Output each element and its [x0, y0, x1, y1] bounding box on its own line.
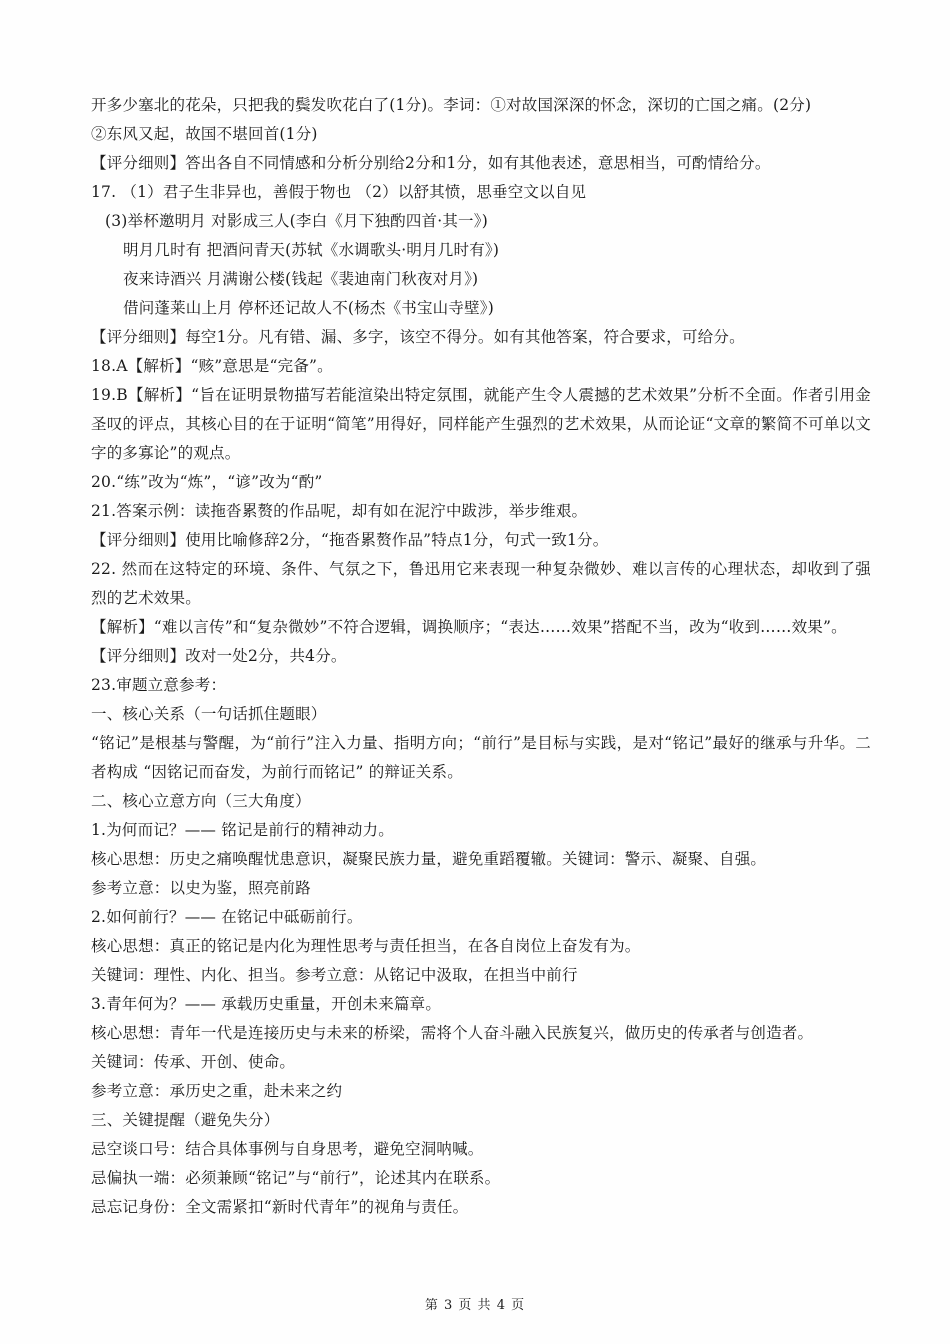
- text-paragraph: “铭记”是根基与警醒，为“前行”注入力量、指明方向；“前行”是目标与实践，是对“铭记”最好的继承与升华。二者构成 “因铭记而奋发，为前行而铭记” 的辩证关系。: [91, 734, 871, 781]
- text-line: 核心思想：青年一代是连接历史与未来的桥梁，需将个人奋斗融入民族复兴，做历史的传承者与创造者。: [91, 1024, 814, 1042]
- text-line: 忌空谈口号：结合具体事例与自身思考，避免空洞呐喊。: [91, 1140, 484, 1158]
- section-heading: 三、关键提醒（避免失分）: [91, 1111, 280, 1129]
- scoring-note: 【评分细则】改对一处2分，共4分。: [91, 647, 347, 665]
- text-line: 关键词：理性、内化、担当。参考立意：从铭记中汲取，在担当中前行: [91, 966, 578, 984]
- text-line: 1.为何而记？—— 铭记是前行的精神动力。: [91, 821, 394, 839]
- text-line: 参考立意：承历史之重，赴未来之约: [91, 1082, 343, 1100]
- question-19: 19.B【解析】“旨在证明景物描写若能渲染出特定氛围，就能产生令人震撼的艺术效果”分析不全面。作者引用金圣叹的评点，其核心目的在于证明“简笔”用得好，同样能产生强烈的艺术效果，从而论证“文章的繁简不可单以文字的多寡论”的观点。: [91, 386, 871, 462]
- text-line: 开多少塞北的花朵，只把我的鬓发吹花白了(1分)。李词：①对故国深深的怀念，深切的亡国之痛。(2分): [91, 96, 812, 114]
- question-23: 23.审题立意参考：: [91, 676, 227, 694]
- scoring-note: 【评分细则】使用比喻修辞2分，“拖沓累赘作品”特点1分，句式一致1分。: [91, 531, 609, 549]
- text-line: 借问蓬莱山上月 停杯还记故人不(杨杰《书宝山寺壁》): [123, 299, 494, 317]
- question-17: 17. （1）君子生非异也，善假于物也 （2）以舒其愤，思垂空文以自见: [91, 183, 587, 201]
- section-heading: 二、核心立意方向（三大角度）: [91, 792, 311, 810]
- text-line: (3)举杯邀明月 对影成三人(李白《月下独酌四首·其一》): [105, 212, 488, 230]
- text-line: ②东风又起，故国不堪回首(1分): [91, 125, 318, 143]
- question-20: 20.“练”改为“炼”，“谚”改为“酌”: [91, 473, 323, 491]
- text-line: 明月几时有 把酒问青天(苏轼《水调歌头·明月几时有》): [123, 241, 500, 259]
- text-line: 忌偏执一端：必须兼顾“铭记”与“前行”，论述其内在联系。: [91, 1169, 501, 1187]
- text-line: 3.青年何为？—— 承载历史重量，开创未来篇章。: [91, 995, 442, 1013]
- section-heading: 一、核心关系（一句话抓住题眼）: [91, 705, 327, 723]
- text-line: 2.如何前行？—— 在铭记中砥砺前行。: [91, 908, 363, 926]
- question-21: 21.答案示例：读拖沓累赘的作品呢，却有如在泥泞中跋涉，举步维艰。: [91, 502, 588, 520]
- text-line: 关键词：传承、开创、使命。: [91, 1053, 296, 1071]
- page-number: 第 3 页 共 4 页: [424, 1298, 526, 1313]
- scoring-note: 【评分细则】每空1分。凡有错、漏、多字，该空不得分。如有其他答案，符合要求，可给分。: [91, 328, 745, 346]
- text-line: 核心思想：真正的铭记是内化为理性思考与责任担当，在各自岗位上奋发有为。: [91, 937, 641, 955]
- text-line: 核心思想：历史之痛唤醒忧患意识，凝聚民族力量，避免重蹈覆辙。关键词：警示、凝聚、自强。: [91, 850, 767, 868]
- analysis-note: 【解析】“难以言传”和“复杂微妙”不符合逻辑，调换顺序；“表达……效果”搭配不当，改为“收到……效果”。: [91, 618, 847, 636]
- text-line: 参考立意：以史为鉴，照亮前路: [91, 879, 311, 897]
- answer-key-content: [91, 91, 871, 1222]
- text-line: 忌忘记身份：全文需紧扣“新时代青年”的视角与责任。: [91, 1198, 469, 1216]
- scoring-note: 【评分细则】答出各自不同情感和分析分别给2分和1分，如有其他表述，意思相当，可酌情给分。: [91, 154, 771, 172]
- text-line: 夜来诗酒兴 月满谢公楼(钱起《裴迪南门秋夜对月》): [123, 270, 479, 288]
- question-22: 22. 然而在这特定的环境、条件、气氛之下，鲁迅用它来表现一种复杂微妙、难以言传的心理状态，却收到了强烈的艺术效果。: [91, 560, 871, 607]
- question-18: 18.A【解析】“赅”意思是“完备”。: [91, 357, 333, 375]
